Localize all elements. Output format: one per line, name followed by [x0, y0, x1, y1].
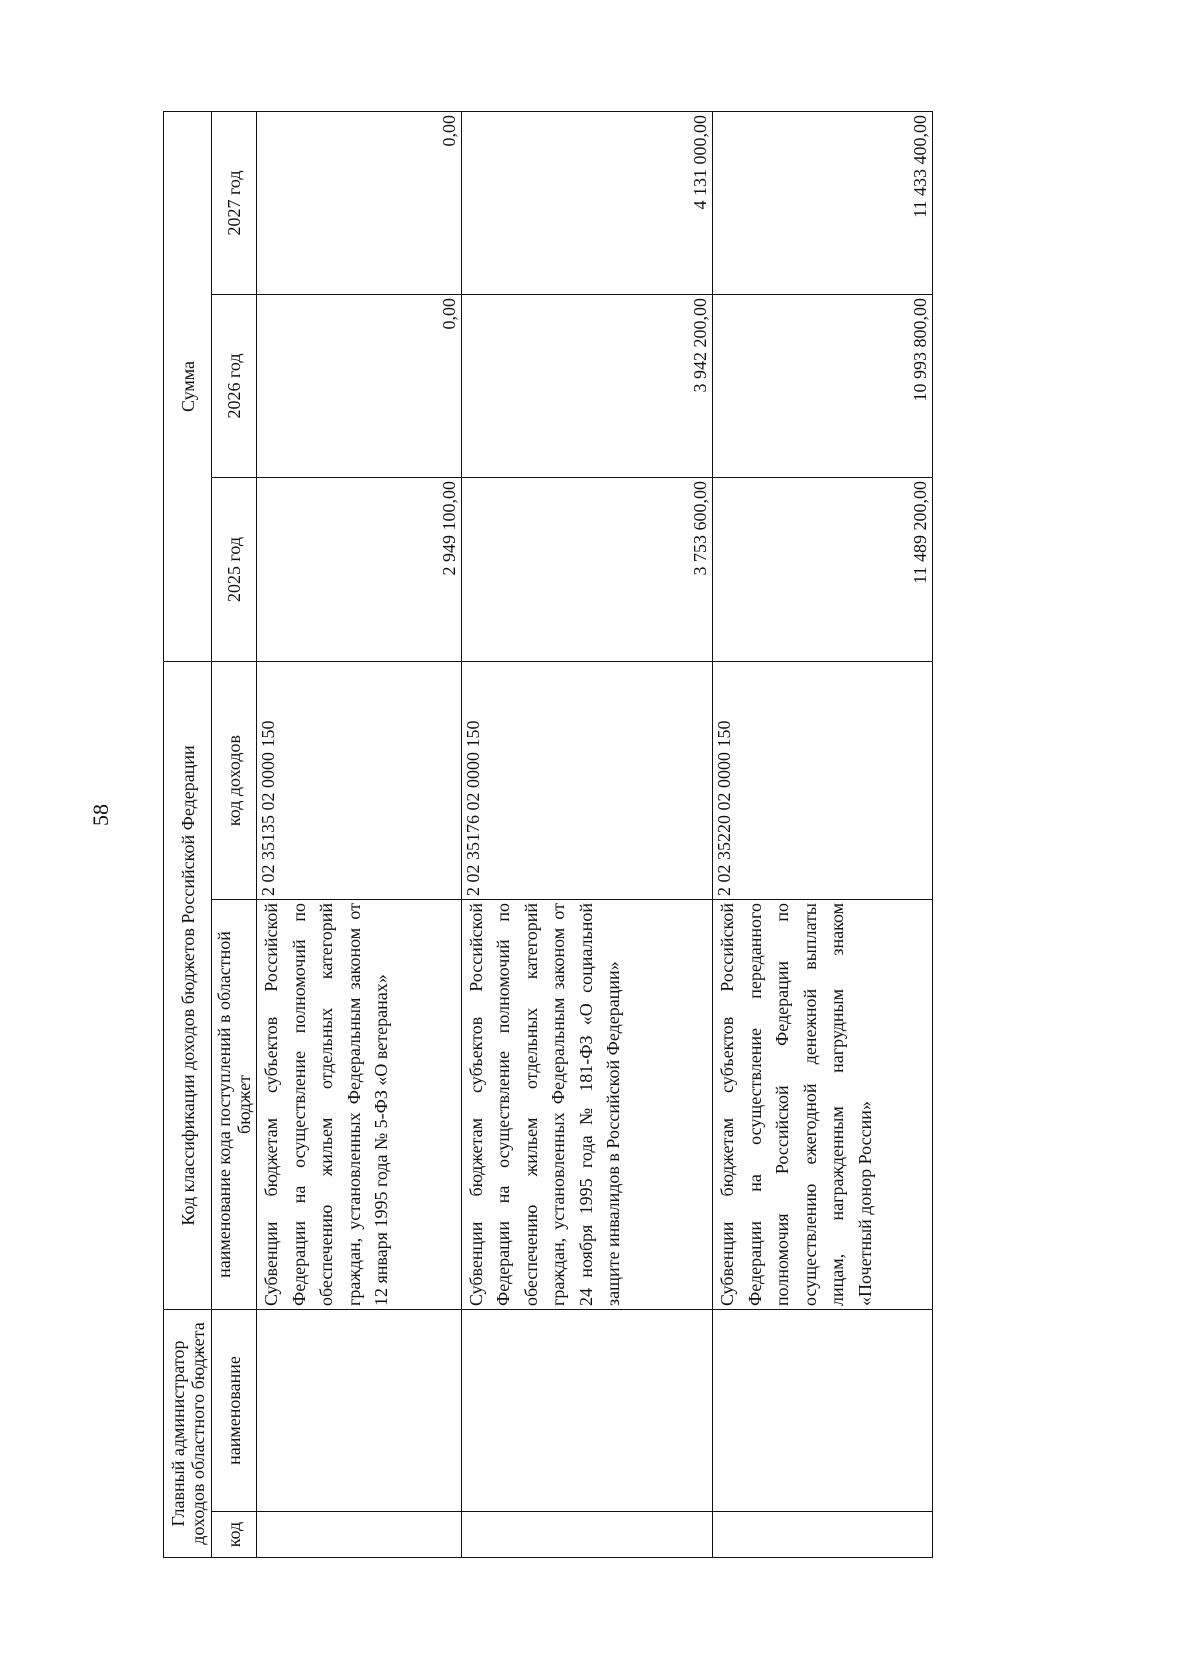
header-income-code: код доходов — [212, 662, 257, 900]
income-description-text: Субвенции бюджетам субъектов Российской Федерации на осуществление переданного полномочия Российской Федерации по осуществлению ежегодной денежной выплаты лицам, награжденным нагрудным знаком «Почетный донор России» — [717, 903, 875, 1306]
amount-2025-cell: 3 753 600,00 — [461, 478, 712, 662]
header-year-2027: 2027 год — [212, 111, 257, 294]
income-description-text: Субвенции бюджетам субъектов Российской Федерации на осуществление полномочий по обеспечению жильем отдельных категорий граждан, установленных Федеральным законом от 12 января 1995 года № 5-ФЗ «О ветеранах» — [261, 903, 391, 1306]
admin-name-cell — [257, 1310, 462, 1512]
income-code-cell: 2 02 35220 02 0000 150 — [713, 662, 933, 900]
amount-2025-cell: 11 489 200,00 — [713, 478, 933, 662]
admin-name-cell — [461, 1310, 712, 1512]
header-income-name: наименование кода поступлений в областной бюджет — [212, 900, 257, 1310]
header-year-2025: 2025 год — [212, 478, 257, 662]
header-classification-group: Код классификации доходов бюджетов Российской Федерации — [164, 662, 212, 1310]
admin-code-cell — [461, 1512, 712, 1558]
income-description-cell — [461, 900, 712, 1310]
header-naimenovanie: наименование — [212, 1310, 257, 1512]
admin-code-cell — [257, 1512, 462, 1558]
budget-table-sheet — [163, 112, 933, 1558]
income-description-text: Субвенции бюджетам субъектов Российской Федерации на осуществление полномочий по обеспечению жильем отдельных категорий граждан, установленных Федеральным законом от 24 ноября 1995 года № 181-ФЗ «О социальной защите инвалидов в Российской Федерации» — [465, 903, 624, 1306]
amount-2025-cell: 2 949 100,00 — [257, 478, 462, 662]
amount-2027-cell: 11 433 400,00 — [713, 111, 933, 294]
amount-2027-cell: 4 131 000,00 — [461, 111, 712, 294]
income-description-cell — [257, 900, 462, 1310]
amount-2027-cell: 0,00 — [257, 111, 462, 294]
income-code-cell: 2 02 35176 02 0000 150 — [461, 662, 712, 900]
admin-code-cell — [713, 1512, 933, 1558]
page-number: 58 — [88, 804, 113, 826]
header-sum-group: Сумма — [164, 111, 212, 661]
income-classification-table — [163, 111, 933, 1558]
income-description-cell — [713, 900, 933, 1310]
amount-2026-cell: 3 942 200,00 — [461, 295, 712, 478]
table-row — [713, 111, 933, 1557]
amount-2026-cell: 10 993 800,00 — [713, 295, 933, 478]
header-kod: код — [212, 1512, 257, 1558]
admin-name-cell — [713, 1310, 933, 1512]
header-year-2026: 2026 год — [212, 295, 257, 478]
table-row — [461, 111, 712, 1557]
amount-2026-cell: 0,00 — [257, 295, 462, 478]
table-row — [257, 111, 462, 1557]
header-admin-group: Главный администратор доходов областного бюджета — [164, 1310, 212, 1558]
income-code-cell: 2 02 35135 02 0000 150 — [257, 662, 462, 900]
